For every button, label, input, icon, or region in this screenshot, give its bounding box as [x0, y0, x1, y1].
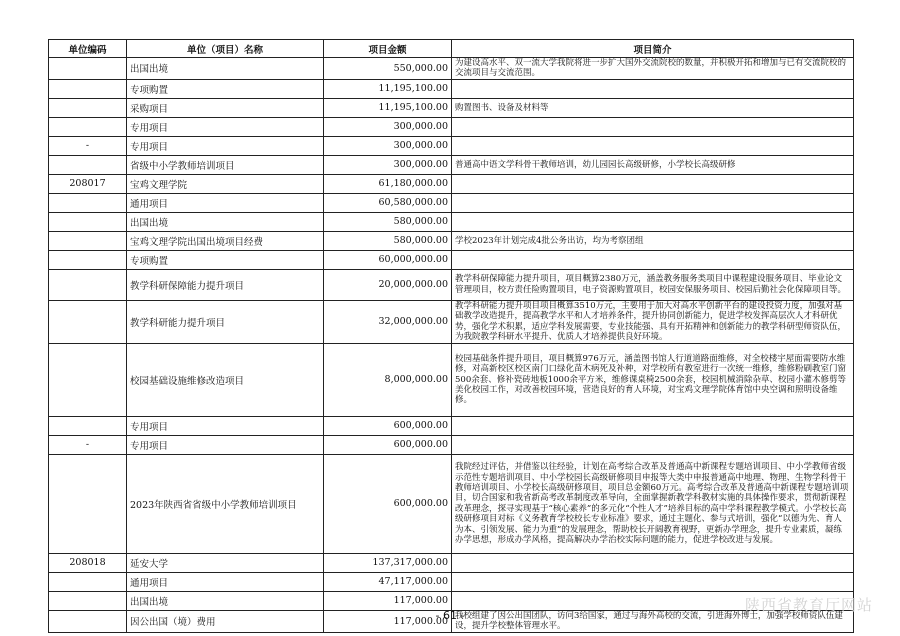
description-cell: 购置图书、设备及材料等 [452, 98, 854, 117]
description-cell [452, 212, 854, 231]
table-row [49, 58, 854, 80]
table-row [49, 343, 854, 416]
header-unit-code: 单位编码 [49, 40, 127, 58]
unit-code-cell [49, 212, 127, 231]
description-cell [452, 193, 854, 212]
unit-code-cell [49, 591, 127, 610]
amount-cell: 300,000.00 [324, 136, 452, 155]
amount-cell: 300,000.00 [324, 117, 452, 136]
amount-cell: 580,000.00 [324, 212, 452, 231]
description-cell: 学校2023年计划完成4批公务出访，均为考察团组 [452, 231, 854, 250]
description-cell: 普通高中语文学科骨干教师培训，幼儿园园长高级研修，小学校长高级研修 [452, 155, 854, 174]
unit-name-cell: 专项购置 [127, 79, 324, 98]
amount-cell: 60,000,000.00 [324, 250, 452, 269]
unit-name-cell: 省级中小学教师培训项目 [127, 155, 324, 174]
description-cell: 我校组建了因公出国团队，访问3给国家，通过与海外高校的交流，引进海外博士，加强学校师资队伍建设，提升学校整体管理水平。 [452, 610, 854, 632]
amount-cell: 117,000.00 [324, 610, 452, 632]
table-row [49, 553, 854, 572]
unit-name-cell: 宝鸡文理学院 [127, 174, 324, 193]
table-row [49, 435, 854, 454]
unit-code-cell [49, 58, 127, 80]
unit-name-cell: 出国出境 [127, 591, 324, 610]
description-cell [452, 79, 854, 98]
amount-cell: 117,000.00 [324, 591, 452, 610]
unit-code-cell: - [49, 435, 127, 454]
budget-table [48, 39, 854, 633]
amount-cell: 600,000.00 [324, 435, 452, 454]
unit-code-cell [49, 572, 127, 591]
unit-code-cell [49, 416, 127, 435]
amount-cell: 20,000,000.00 [324, 269, 452, 300]
unit-code-cell [49, 98, 127, 117]
unit-name-cell: 专用项目 [127, 435, 324, 454]
amount-cell: 60,580,000.00 [324, 193, 452, 212]
table-row [49, 231, 854, 250]
amount-cell: 11,195,100.00 [324, 98, 452, 117]
table-header-row [49, 40, 854, 58]
unit-name-cell: 通用项目 [127, 572, 324, 591]
unit-code-cell [49, 269, 127, 300]
amount-cell: 47,117,000.00 [324, 572, 452, 591]
unit-code-cell [49, 300, 127, 343]
amount-cell: 32,000,000.00 [324, 300, 452, 343]
table-row [49, 98, 854, 117]
unit-name-cell: 通用项目 [127, 193, 324, 212]
table-row [49, 212, 854, 231]
amount-cell: 11,195,100.00 [324, 79, 452, 98]
description-cell [452, 117, 854, 136]
unit-name-cell: 出国出境 [127, 58, 324, 80]
amount-cell: 600,000.00 [324, 416, 452, 435]
table-row [49, 193, 854, 212]
description-cell: 为建设高水平、双一流大学我院将进一步扩大国外交流院校的数量，并积极开拓和增加与已有交流院校的交流项目与交流范围。 [452, 58, 854, 80]
description-cell [452, 553, 854, 572]
unit-name-cell: 宝鸡文理学院出国出境项目经费 [127, 231, 324, 250]
table-row [49, 591, 854, 610]
unit-name-cell: 延安大学 [127, 553, 324, 572]
unit-code-cell [49, 155, 127, 174]
table-row [49, 416, 854, 435]
unit-name-cell: 采购项目 [127, 98, 324, 117]
unit-code-cell [49, 79, 127, 98]
description-cell [452, 174, 854, 193]
unit-code-cell [49, 250, 127, 269]
description-cell [452, 416, 854, 435]
amount-cell: 137,317,000.00 [324, 553, 452, 572]
unit-code-cell [49, 117, 127, 136]
description-cell [452, 136, 854, 155]
page-number: - 61 - [435, 609, 465, 622]
table-row [49, 117, 854, 136]
table-row [49, 454, 854, 553]
unit-name-cell: 专用项目 [127, 136, 324, 155]
unit-name-cell: 专用项目 [127, 416, 324, 435]
header-amount: 项目金额 [324, 40, 452, 58]
header-unit-name: 单位（项目）名称 [127, 40, 324, 58]
unit-code-cell [49, 454, 127, 553]
site-watermark: 陕西省教育厅网站 [745, 596, 874, 614]
description-cell: 教学科研保障能力提升项目，项目概算2380万元，涵盖教务服务类项目中课程建设服务项目、毕业论文管理项目，校方责任险购置项目，电子资源购置项目，校园安保服务项目、校园后勤社会化保障项目等。 [452, 269, 854, 300]
unit-code-cell [49, 193, 127, 212]
description-cell: 校园基础条件提升项目，项目概算976万元，涵盖图书馆人行道道路面维修，对全校楼宇屋面需要防水维修，对高新校区校区南门口绿化苗木病死及补种，对学校所有教室进行一次统一维修，维修粉刷教室门窗500余套、修补瓷砖地板1000余平方米，维修课桌椅2500余套，校园机械消除杂草、校园小灌木修剪等美化校园工作，对改善校园环境，营造良好的育人环境，对宝鸡文理学院体育馆中央空调和照明设备维修。 [452, 343, 854, 416]
unit-name-cell: 教学科研能力提升项目 [127, 300, 324, 343]
amount-cell: 550,000.00 [324, 58, 452, 80]
table-row [49, 250, 854, 269]
amount-cell: 300,000.00 [324, 155, 452, 174]
unit-code-cell: 208018 [49, 553, 127, 572]
unit-code-cell: 208017 [49, 174, 127, 193]
amount-cell: 580,000.00 [324, 231, 452, 250]
table-row [49, 136, 854, 155]
table-row [49, 174, 854, 193]
amount-cell: 8,000,000.00 [324, 343, 452, 416]
amount-cell: 61,180,000.00 [324, 174, 452, 193]
amount-cell: 600,000.00 [324, 454, 452, 553]
table-row [49, 79, 854, 98]
unit-code-cell: - [49, 136, 127, 155]
table-row [49, 269, 854, 300]
description-cell [452, 435, 854, 454]
unit-name-cell: 教学科研保障能力提升项目 [127, 269, 324, 300]
table-row [49, 300, 854, 343]
unit-code-cell [49, 343, 127, 416]
unit-name-cell: 出国出境 [127, 212, 324, 231]
table-row [49, 155, 854, 174]
unit-name-cell: 因公出国（境）费用 [127, 610, 324, 632]
description-cell [452, 250, 854, 269]
unit-name-cell: 专用项目 [127, 117, 324, 136]
unit-name-cell: 专项购置 [127, 250, 324, 269]
unit-code-cell [49, 231, 127, 250]
description-cell: 教学科研能力提升项目项目概算3510万元，主要用于加大对高水平创新平台的建设投资力度，加强对基础教学改造提升，提高教学水平和人才培养条件，提升协同创新能力，促进学校发挥高层次人才科研优势，强化学术积累，适应学科发展需要，专业技能强、具有开拓精神和创新能力的教学科研型师资队伍，为我院教学科研水平提升、优质人才培养提供良好环境。 [452, 300, 854, 343]
header-description: 项目简介 [452, 40, 854, 58]
unit-name-cell: 校园基础设施维修改造项目 [127, 343, 324, 416]
table-row [49, 572, 854, 591]
description-cell: 我院经过评估，并借鉴以往经验，计划在高考综合改革及普通高中新课程专题培训项目、中小学教师省级示范性专题培训项目、中小学校园长高级研修项目申报等大类中申报普通高中地理、物理、生物学科骨干教师培训项目、小学校长高级研修项目，项目总金额60万元。高考综合改革及普通高中新课程专题培训项目，切合国家和我省新高考改革制度改革导向，全面掌握新教学科教材实施的具体操作要求，贯彻新课程改革理念，探寻实现基于“核心素养”的多元化“个性人才”培养目标的高中学科课程教学模式。小学校长高级研修项目对标《义务教育学校校长专业标准》要求，通过主题化、参与式培训，强化“以德为先、育人为本、引领发展、能力为重”的发展理念，帮助校长开阔教育视野，更新办学理念，提升专业素质，凝练办学思想，形成办学风格，提高解决办学治校实际问题的能力，促进学校改进与发展。 [452, 454, 854, 553]
unit-name-cell: 2023年陕西省省级中小学教师培训项目 [127, 454, 324, 553]
description-cell [452, 572, 854, 591]
